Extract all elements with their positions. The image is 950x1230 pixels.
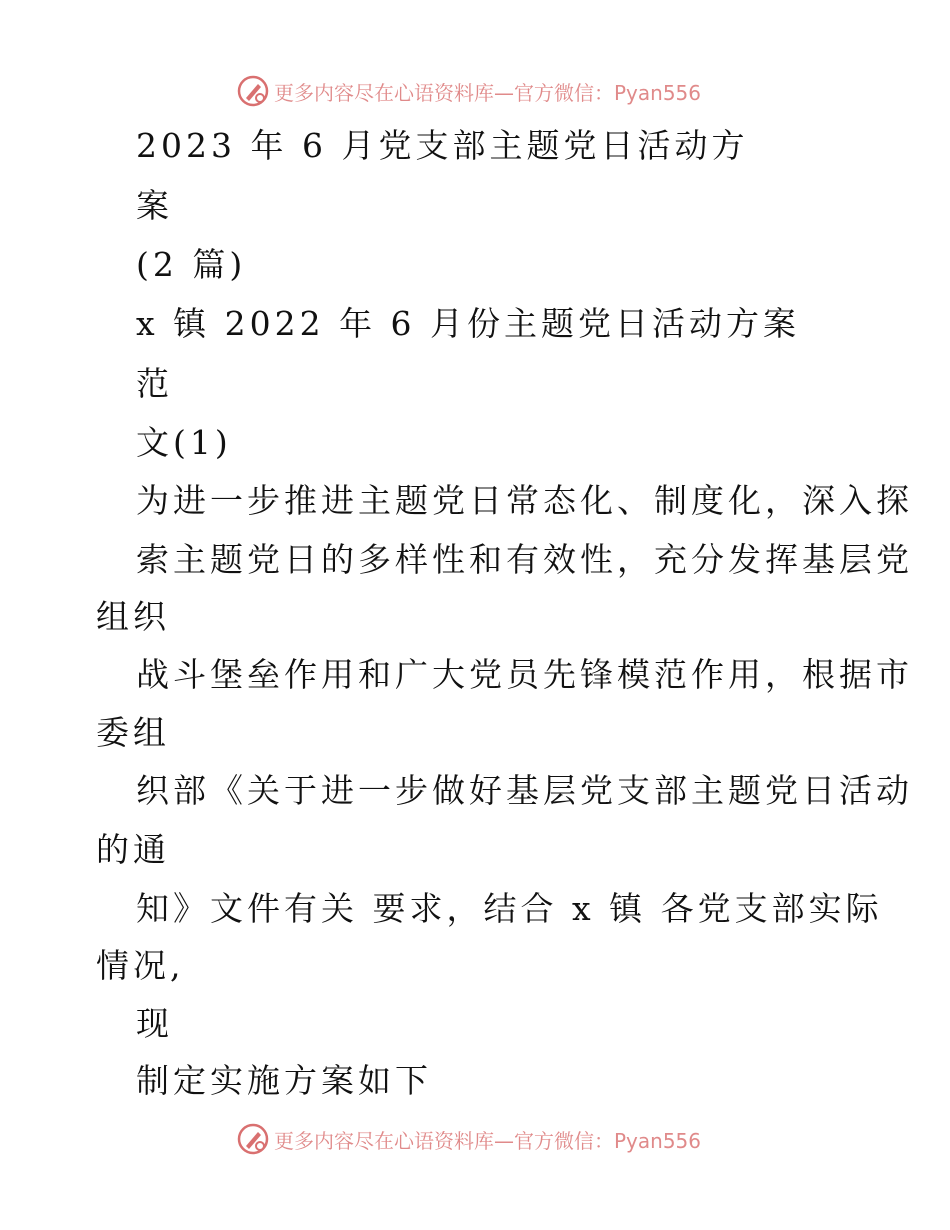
title-line-2: 案 <box>136 186 173 225</box>
body-line-6: 织部《关于进一步做好基层党支部主题党日活动 <box>136 771 913 810</box>
subtitle-line-2: 范 <box>136 364 173 403</box>
body-line-7: 的通 <box>96 830 170 869</box>
subtitle-line-1: x 镇 2022 年 6 月份主题党日活动方案 <box>136 304 801 343</box>
pen-logo-icon <box>236 1122 270 1156</box>
body-line-10: 现 <box>136 1004 173 1043</box>
body-line-5: 委组 <box>96 713 170 752</box>
body-line-4: 战斗堡垒作用和广大党员先锋模范作用，根据市 <box>136 655 913 694</box>
watermark-text-bottom: 更多内容尽在心语资料库—官方微信：Pyan556 <box>274 1128 702 1153</box>
body-line-8: 知》文件有关 要求，结合 x 镇 各党支部实际 <box>136 889 883 928</box>
body-line-3: 组织 <box>96 597 170 636</box>
pen-logo-icon <box>236 74 270 108</box>
subtitle-line-3: 文(1) <box>136 423 232 462</box>
watermark-banner-top <box>236 74 701 108</box>
body-line-1: 为进一步推进主题党日常态化、制度化，深入探 <box>136 481 913 520</box>
watermark-banner-bottom <box>236 1122 701 1156</box>
title-line-3: (2 篇) <box>136 245 247 284</box>
title-line-1: 2023 年 6 月党支部主题党日活动方 <box>136 126 749 165</box>
body-line-11: 制定实施方案如下 <box>136 1061 432 1100</box>
body-line-2: 索主题党日的多样性和有效性，充分发挥基层党 <box>136 540 913 579</box>
body-line-9: 情况, <box>96 946 185 985</box>
watermark-text-top: 更多内容尽在心语资料库—官方微信：Pyan556 <box>274 80 702 105</box>
